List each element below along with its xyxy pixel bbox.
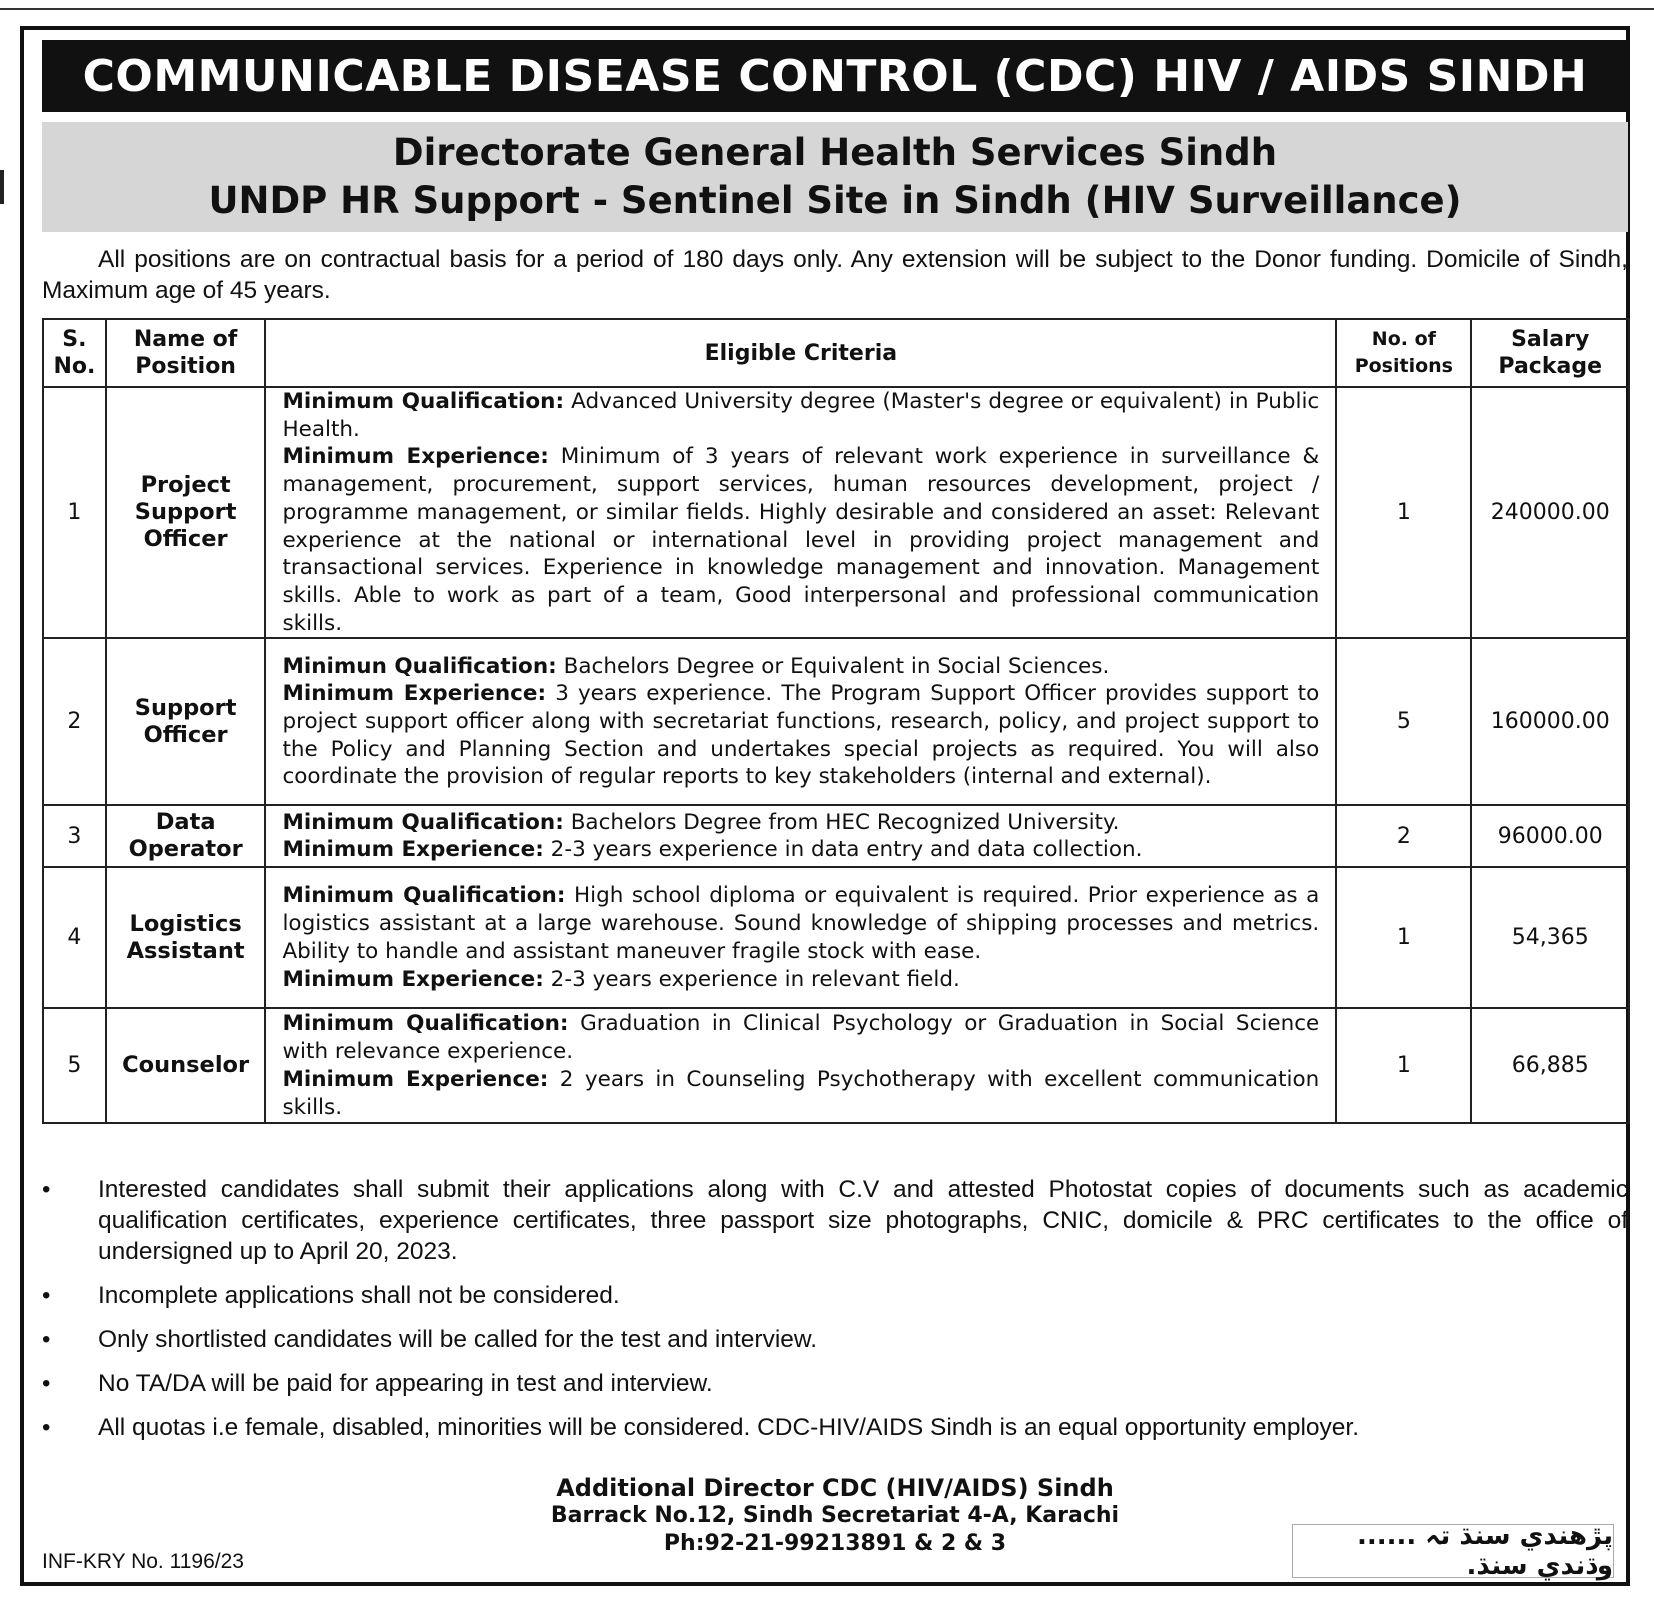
edge-mark (0, 170, 4, 204)
salary-cell: 54,365 (1471, 867, 1629, 1008)
experience-label: Minimum Experience: (282, 681, 547, 707)
position-name-cell: Logistics Assistant (106, 867, 266, 1008)
subtitle-line-2: UNDP HR Support - Sentinel Site in Sindh (HIV Surveillance) (208, 179, 1462, 222)
experience-text: 2 years in Counseling Psychotherapy with excellent communication skills. (282, 1066, 1320, 1120)
experience-label: Minimum Experience: (282, 1066, 549, 1092)
list-item: • All quotas i.e female, disabled, minorities will be considered. CDC-HIV/AIDS Sindh is an equal opportunity employer. (42, 1414, 1360, 1441)
bullet-icon: • (42, 1176, 51, 1203)
qualification-label: Minimun Qualification: (282, 653, 557, 679)
position-name-cell: Support Officer (106, 638, 266, 805)
serial-no-cell: 3 (43, 805, 106, 867)
header-no-of-positions: No. of Positions (1336, 319, 1471, 387)
bullet-icon: • (42, 1282, 51, 1309)
header-eligible-criteria: Eligible Criteria (265, 319, 1336, 387)
position-name-cell: Project Support Officer (106, 387, 266, 638)
serial-no-cell: 1 (43, 387, 106, 638)
serial-no-cell: 2 (43, 638, 106, 805)
subtitle-line-1: Directorate General Health Services Sindh (392, 131, 1278, 174)
experience-text: 2-3 years experience in relevant field. (550, 966, 960, 992)
table-row (43, 867, 1629, 1008)
table-header-row (43, 319, 1629, 387)
top-border-rule (0, 8, 1654, 10)
criteria-cell (265, 1008, 1336, 1123)
positions-count-cell: 1 (1336, 387, 1471, 638)
experience-text: 2-3 years experience in data entry and data collection. (550, 837, 1143, 863)
positions-table (42, 318, 1630, 1124)
criteria-cell (265, 638, 1336, 805)
qualification-text: Bachelors Degree from HEC Recognized University. (570, 809, 1120, 835)
bullet-icon: • (42, 1414, 51, 1441)
salary-cell: 66,885 (1471, 1008, 1629, 1123)
experience-text: 3 years experience. The Program Support Officer provides support to project support officer along with secretariat functions, research, policy, and project support to the Policy and Planning Section and undertakes special projects as required. You will also coordinate the provision of regular reports to key stakeholders (internal and external). (282, 681, 1320, 790)
banner-title: COMMUNICABLE DISEASE CONTROL (CDC) HIV / AIDS SINDH (42, 40, 1628, 112)
position-name-cell: Data Operator (106, 805, 266, 867)
positions-count-cell: 1 (1336, 1008, 1471, 1123)
table-row (43, 1008, 1629, 1123)
bullet-icon: • (42, 1370, 51, 1397)
serial-no-cell: 5 (43, 1008, 106, 1123)
criteria-cell (265, 867, 1336, 1008)
criteria-cell (265, 805, 1336, 867)
qualification-label: Minimum Qualification: (282, 809, 564, 835)
qualification-label: Minimum Qualification: (282, 1011, 569, 1037)
salary-cell: 96000.00 (1471, 805, 1629, 867)
criteria-cell (265, 387, 1336, 638)
positions-count-cell: 1 (1336, 867, 1471, 1008)
positions-count-cell: 2 (1336, 805, 1471, 867)
salary-cell: 240000.00 (1471, 387, 1629, 638)
qualification-text: Advanced University degree (Master's degree or equivalent) in Public Health. (282, 389, 1320, 442)
list-item: • No TA/DA will be paid for appearing in test and interview. (42, 1370, 713, 1397)
table-row (43, 387, 1629, 638)
experience-text: Minimum of 3 years of relevant work experience in surveillance & management, procurement, support services, human resources development, project / programme management, or similar fields. Highly desirable and considered an asset: Relevant experience at the national or international level in providing project management and transactional services. Experience in knowledge management and innovation. Management skills. Able to work as part of a team, Good interpersonal and professional communication skills. (282, 444, 1320, 636)
qualification-text: High school diploma or equivalent is required. Prior experience as a logistics assistant at a large warehouse. Sound knowledge of shipping processes and metrics. Ability to handle and assistant maneuver fragile stock with ease. (282, 883, 1320, 964)
experience-label: Minimum Experience: (282, 837, 544, 863)
serial-no-cell: 4 (43, 867, 106, 1008)
qualification-text: Bachelors Degree or Equivalent in Social Sciences. (563, 653, 1110, 679)
list-item: • Only shortlisted candidates will be called for the test and interview. (42, 1326, 818, 1353)
positions-count-cell: 5 (1336, 638, 1471, 805)
position-name-cell: Counselor (106, 1008, 266, 1123)
header-position-name: Name of Position (106, 319, 266, 387)
salary-cell: 160000.00 (1471, 638, 1629, 805)
qualification-text: Graduation in Clinical Psychology or Graduation in Social Science with relevance experience. (282, 1011, 1320, 1065)
signatory-phone: Ph:92-21-99213891 & 2 & 3 (663, 1531, 1007, 1556)
reference-number: INF-KRY No. 1196/23 (42, 1550, 244, 1573)
qualification-label: Minimum Qualification: (282, 883, 566, 909)
sindhi-slogan: پڙهندي سنڌ تہ ...... وڌندي سنڌ. (1292, 1524, 1614, 1578)
list-item: • Interested candidates shall submit their applications along with C.V and attested Photostat copies of documents such as academic qualification certificates, experience certificates, three passport size photographs, CNIC, domicile & PRC certificates to the office of undersigned up to April 20, 2023. (42, 1176, 1628, 1265)
intro-paragraph: All positions are on contractual basis for a period of 180 days only. Any extension will be subject to the Donor funding. Domicile of Sindh, Maximum age of 45 years. (42, 246, 1628, 304)
header-serial-no: S. No. (43, 319, 106, 387)
experience-label: Minimum Experience: (282, 444, 549, 470)
signatory-title: Additional Director CDC (HIV/AIDS) Sindh (556, 1474, 1114, 1502)
experience-label: Minimum Experience: (282, 966, 544, 992)
subheading-block (42, 122, 1628, 232)
instructions-list (42, 1174, 1628, 1456)
header-salary-package: Salary Package (1471, 319, 1629, 387)
table-row (43, 805, 1629, 867)
bullet-icon: • (42, 1326, 51, 1353)
qualification-label: Minimum Qualification: (282, 389, 565, 414)
list-item: • Incomplete applications shall not be considered. (42, 1282, 620, 1309)
table-row (43, 638, 1629, 805)
signatory-address: Barrack No.12, Sindh Secretariat 4-A, Karachi (550, 1503, 1120, 1528)
